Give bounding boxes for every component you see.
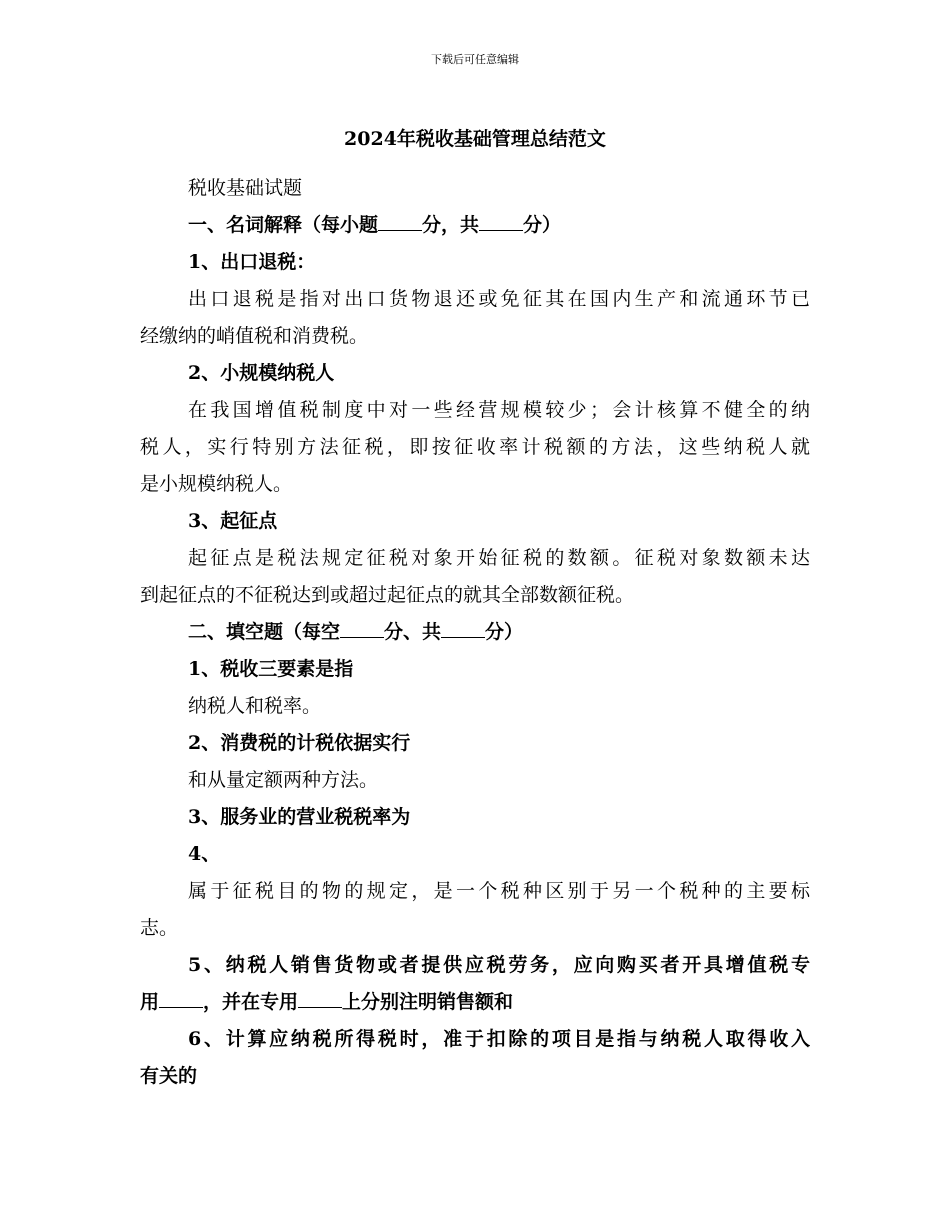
heading-text: 用 xyxy=(140,991,160,1013)
question-heading: 2、消费税的计税依据实行 xyxy=(188,732,411,754)
paragraph-line: 起征点是税法规定征税对象开始征税的数额。征税对象数额未达 xyxy=(188,547,810,569)
question-heading-continued: 有关的 xyxy=(140,1065,198,1087)
question-heading: 1、出口退税： xyxy=(188,251,316,273)
blank-underline xyxy=(479,208,523,231)
heading-text: 一、名词解释（每小题 xyxy=(188,214,379,236)
heading-text: 二、填空题（每空 xyxy=(188,621,341,643)
document-title: 2024年税收基础管理总结范文 xyxy=(344,128,606,150)
heading-text: 分） xyxy=(485,621,524,643)
paragraph-line: 经缴纳的峭值税和消费税。 xyxy=(140,325,369,347)
heading-text: ，并在专用 xyxy=(203,991,299,1013)
paragraph-subtitle: 税收基础试题 xyxy=(188,177,303,199)
heading-text: 分） xyxy=(523,214,562,236)
paragraph-line: 纳税人和税率。 xyxy=(188,695,322,717)
question-heading: 1、税收三要素是指 xyxy=(188,658,354,680)
document-body xyxy=(140,170,810,1095)
question-heading-continued xyxy=(140,984,810,1021)
blank-underline xyxy=(298,985,342,1008)
blank-underline xyxy=(159,985,203,1008)
question-heading: 3、起征点 xyxy=(188,510,278,532)
section-heading-1 xyxy=(140,207,810,244)
section-heading-2 xyxy=(140,614,810,651)
question-heading: 5、纳税人销售货物或者提供应税劳务，应向购买者开具增值税专 xyxy=(188,954,810,976)
question-heading: 6、计算应纳税所得税时，准于扣除的项目是指与纳税人取得收入 xyxy=(188,1028,810,1050)
heading-text: 分、共 xyxy=(384,621,442,643)
paragraph-line: 到起征点的不征税达到或超过起征点的就其全部数额征税。 xyxy=(140,584,635,606)
blank-underline xyxy=(340,615,384,638)
paragraph-line: 和从量定额两种方法。 xyxy=(188,769,379,791)
paragraph-line: 是小规模纳税人。 xyxy=(140,473,293,495)
paragraph-line: 出口退税是指对出口货物退还或免征其在国内生产和流通环节已 xyxy=(188,288,810,310)
question-heading: 4、 xyxy=(188,843,221,865)
paragraph-line: 属于征税目的物的规定，是一个税种区别于另一个税种的主要标 xyxy=(188,880,810,902)
question-heading: 2、小规模纳税人 xyxy=(188,362,335,384)
header-note: 下载后可任意编辑 xyxy=(431,53,519,66)
paragraph-line: 税人，实行特别方法征税，即按征收率计税额的方法，这些纳税人就 xyxy=(140,436,810,458)
blank-underline xyxy=(378,208,422,231)
paragraph-line: 志。 xyxy=(140,917,179,939)
question-heading: 3、服务业的营业税税率为 xyxy=(188,806,411,828)
heading-text: 分，共 xyxy=(422,214,480,236)
blank-underline xyxy=(441,615,485,638)
heading-text: 上分别注明销售额和 xyxy=(342,991,514,1013)
paragraph-line: 在我国增值税制度中对一些经营规模较少；会计核算不健全的纳 xyxy=(188,399,810,421)
